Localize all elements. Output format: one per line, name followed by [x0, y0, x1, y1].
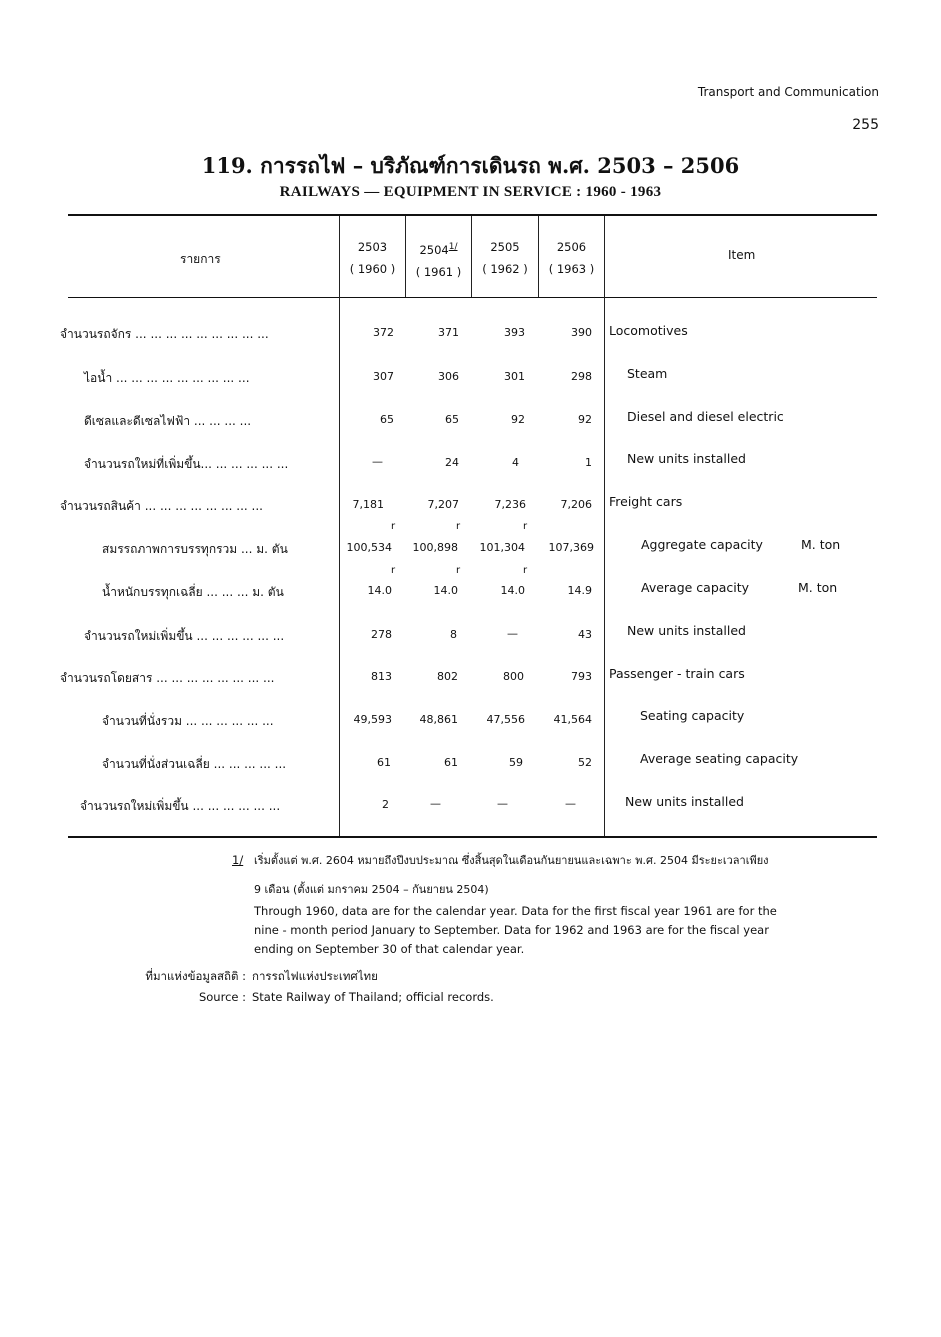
value-cell: —: [430, 797, 441, 810]
row-label-english: New units installed: [625, 794, 744, 809]
value-cell: 8: [450, 628, 457, 641]
footnote-thai-line1: เริ่มตั้งแต่ พ.ศ. 2604 หมายถึงปีงบประมาณ ซึ่งสิ้นสุดในเดือนกันยายนและเฉพาะ พ.ศ. 2504 มีระยะเวลาเพียง: [254, 854, 769, 867]
revised-mark: r: [456, 565, 461, 576]
year-ce: ( 1963 ): [548, 262, 595, 276]
value-cell: 7,181: [352, 498, 384, 511]
revised-mark: r: [456, 521, 461, 532]
header-bottom-rule: [68, 297, 877, 298]
source-label-thai: ที่มาแห่งข้อมูลสถิติ :: [145, 969, 246, 983]
row-label-english: Locomotives: [609, 323, 688, 338]
value-cell: 14.0: [367, 584, 392, 597]
year-be: 2504: [419, 242, 449, 257]
row-label-thai: จำนวนที่นั่งส่วนเฉลี่ย ... ... ... ... ...: [102, 757, 287, 771]
value-cell: 14.0: [500, 584, 525, 597]
revised-mark: r: [523, 521, 528, 532]
value-cell: —: [497, 797, 508, 810]
value-cell: 2: [382, 798, 389, 811]
row-label-thai: จำนวนรถโดยสาร ... ... ... ... ... ... ... ...: [60, 671, 275, 685]
value-cell: 92: [511, 413, 525, 426]
year-be: 2506: [556, 240, 587, 254]
value-cell: 47,556: [486, 713, 525, 726]
row-label-thai: จำนวนรถใหม่เพิ่มขึ้น ... ... ... ... ... ...: [80, 799, 281, 813]
table-bottom-rule: [68, 836, 877, 838]
value-cell: 372: [373, 326, 394, 339]
value-cell: 4: [512, 456, 519, 469]
column-header-item-thai: รายการ: [180, 252, 221, 266]
source-text-thai: การรถไฟแห่งประเทศไทย: [252, 969, 378, 983]
row-label-english: New units installed: [627, 451, 746, 466]
table-title-english: RAILWAYS — EQUIPMENT IN SERVICE : 1960 - 1963: [279, 184, 662, 200]
row-label-thai: จำนวนรถสินค้า ... ... ... ... ... ... ... ...: [60, 499, 263, 513]
row-label-thai: น้ำหนักบรรทุกเฉลี่ย ... ... ... ม. ตัน: [102, 585, 284, 599]
column-divider: [604, 216, 605, 836]
value-cell: 100,534: [346, 541, 392, 554]
row-label-thai: จำนวนรถจักร ... ... ... ... ... ... ... ... ...: [60, 327, 269, 341]
row-label-english: Diesel and diesel electric: [627, 409, 784, 424]
value-cell: —: [565, 797, 576, 810]
value-cell: 92: [578, 413, 592, 426]
value-cell: 59: [509, 756, 523, 769]
column-header-2504: [406, 236, 471, 283]
source-text-english: State Railway of Thailand; official records.: [252, 990, 494, 1004]
value-cell: 802: [437, 670, 458, 683]
value-cell: 14.9: [567, 584, 592, 597]
year-be-with-note: [406, 236, 471, 261]
year-ce: ( 1962 ): [482, 262, 528, 276]
section-header: Transport and Communication: [697, 85, 879, 99]
footnote-thai-line2: 9 เดือน (ตั้งแต่ มกราคม 2504 – กันยายน 2504): [254, 883, 489, 896]
footnote-marker: 1/: [448, 242, 458, 252]
value-cell: 301: [504, 370, 525, 383]
row-unit: M. ton: [798, 580, 838, 595]
row-label-english: Aggregate capacity: [641, 537, 763, 552]
value-cell: 298: [571, 370, 592, 383]
value-cell: 100,898: [412, 541, 458, 554]
value-cell: 307: [373, 370, 394, 383]
value-cell: 793: [571, 670, 592, 683]
value-cell: 306: [438, 370, 459, 383]
value-cell: 7,206: [560, 498, 592, 511]
value-cell: 7,207: [427, 498, 459, 511]
row-label-english: Passenger - train cars: [609, 666, 745, 681]
value-cell: 1: [585, 456, 592, 469]
value-cell: 43: [578, 628, 592, 641]
footnote-english-line: Through 1960, data are for the calendar year. Data for the first fiscal year 1961 are for the: [254, 904, 777, 918]
value-cell: 65: [380, 413, 394, 426]
revised-mark: r: [391, 521, 396, 532]
column-divider: [339, 216, 340, 836]
row-label-english: Seating capacity: [640, 708, 745, 723]
row-label-english: Freight cars: [609, 494, 683, 509]
row-label-english: Average capacity: [641, 580, 750, 595]
column-header-item-english: Item: [728, 248, 756, 262]
value-cell: 65: [445, 413, 459, 426]
row-label-english: Average seating capacity: [640, 751, 799, 766]
column-header-2505: [472, 236, 538, 280]
row-label-thai: จำนวนที่นั่งรวม ... ... ... ... ... ...: [102, 714, 274, 728]
table-title-thai: 119. การรถไฟ – บริภัณฑ์การเดินรถ พ.ศ. 2503 – 2506: [201, 153, 740, 178]
row-label-thai: สมรรถภาพการบรรทุกรวม ... ม. ตัน: [102, 542, 288, 556]
value-cell: 390: [571, 326, 592, 339]
value-cell: 52: [578, 756, 592, 769]
value-cell: 49,593: [353, 713, 392, 726]
row-label-thai: ไอน้ำ ... ... ... ... ... ... ... ... ...: [84, 371, 250, 385]
value-cell: 813: [371, 670, 392, 683]
column-header-2503: [340, 236, 405, 280]
value-cell: 393: [504, 326, 525, 339]
row-label-thai: จำนวนรถใหม่ที่เพิ่มขึ้น... ... ... ... ... ...: [84, 457, 289, 471]
value-cell: —: [507, 627, 518, 640]
page-number: 255: [852, 117, 879, 133]
revised-mark: r: [391, 565, 396, 576]
footnote-english-line: nine - month period January to September. Data for 1962 and 1963 are for the fiscal year: [254, 923, 769, 937]
value-cell: 14.0: [433, 584, 458, 597]
year-be: 2505: [490, 240, 520, 254]
value-cell: 48,861: [419, 713, 458, 726]
row-label-english: Steam: [627, 366, 668, 381]
value-cell: 800: [503, 670, 524, 683]
value-cell: 278: [371, 628, 392, 641]
value-cell: 371: [438, 326, 459, 339]
row-label-thai: จำนวนรถใหม่เพิ่มขึ้น ... ... ... ... ... ...: [84, 629, 285, 643]
value-cell: —: [372, 455, 383, 468]
value-cell: 24: [445, 456, 459, 469]
row-label-thai: ดีเซลและดีเซลไฟฟ้า ... ... ... ...: [84, 414, 252, 428]
year-ce: ( 1960 ): [349, 262, 396, 276]
footnote-english-line: ending on September 30 of that calendar year.: [254, 942, 525, 956]
footnote-marker: 1/: [232, 853, 244, 867]
source-label-english: Source :: [198, 990, 246, 1004]
row-label-english: New units installed: [627, 623, 746, 638]
value-cell: 107,369: [548, 541, 594, 554]
year-be: 2503: [357, 240, 388, 254]
value-cell: 41,564: [553, 713, 592, 726]
column-header-2506: [539, 236, 604, 280]
year-ce: ( 1961 ): [415, 264, 462, 279]
value-cell: 7,236: [494, 498, 526, 511]
row-unit: M. ton: [801, 537, 841, 552]
value-cell: 61: [444, 756, 458, 769]
value-cell: 101,304: [479, 541, 525, 554]
value-cell: 61: [377, 756, 391, 769]
table-top-rule: [68, 214, 877, 216]
revised-mark: r: [523, 565, 528, 576]
